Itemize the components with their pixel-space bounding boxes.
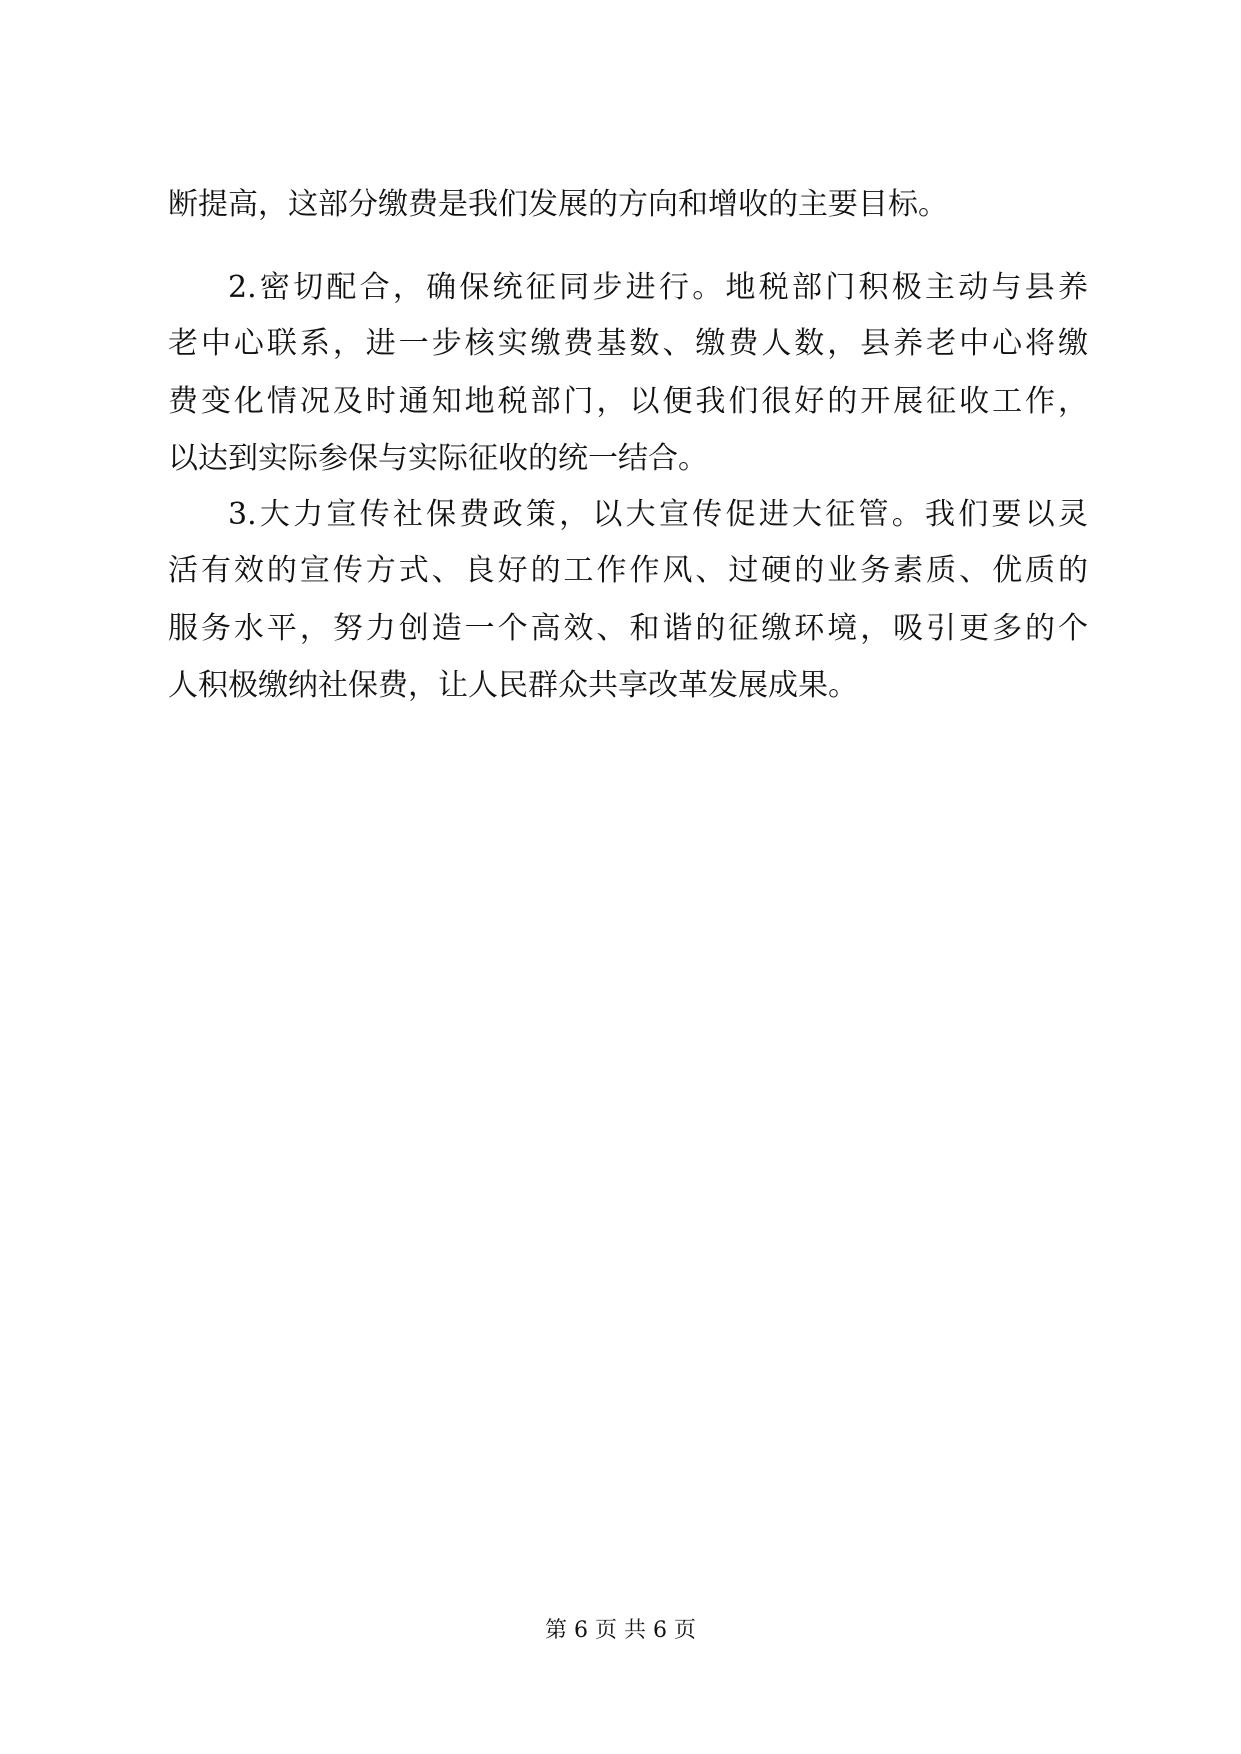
body-line-1: 断提高，这部分缴费是我们发展的方向和增收的主要目标。 [168, 187, 948, 222]
paragraph-3-line-4: 人积极缴纳社保费，让人民群众共享改革发展成果。 [168, 668, 858, 703]
paragraph-2-line-4: 以达到实际参保与实际征收的统一结合。 [168, 441, 708, 476]
paragraph-2-line-3: 费变化情况及时通知地税部门，以便我们很好的开展征收工作， [168, 384, 1088, 419]
paragraph-3-line-3: 服务水平，努力创造一个高效、和谐的征缴环境，吸引更多的个 [168, 611, 1088, 646]
page-number-footer: 第 6 页 共 6 页 [545, 1618, 696, 1643]
paragraph-2-line-2: 老中心联系，进一步核实缴费基数、缴费人数，县养老中心将缴 [168, 326, 1088, 361]
paragraph-2-line-1: 2.密切配合，确保统征同步进行。地税部门积极主动与县养 [228, 270, 1088, 305]
paragraph-3-line-1: 3.大力宣传社保费政策，以大宣传促进大征管。我们要以灵 [228, 497, 1088, 532]
paragraph-3-line-2: 活有效的宣传方式、良好的工作作风、过硬的业务素质、优质的 [168, 553, 1088, 588]
